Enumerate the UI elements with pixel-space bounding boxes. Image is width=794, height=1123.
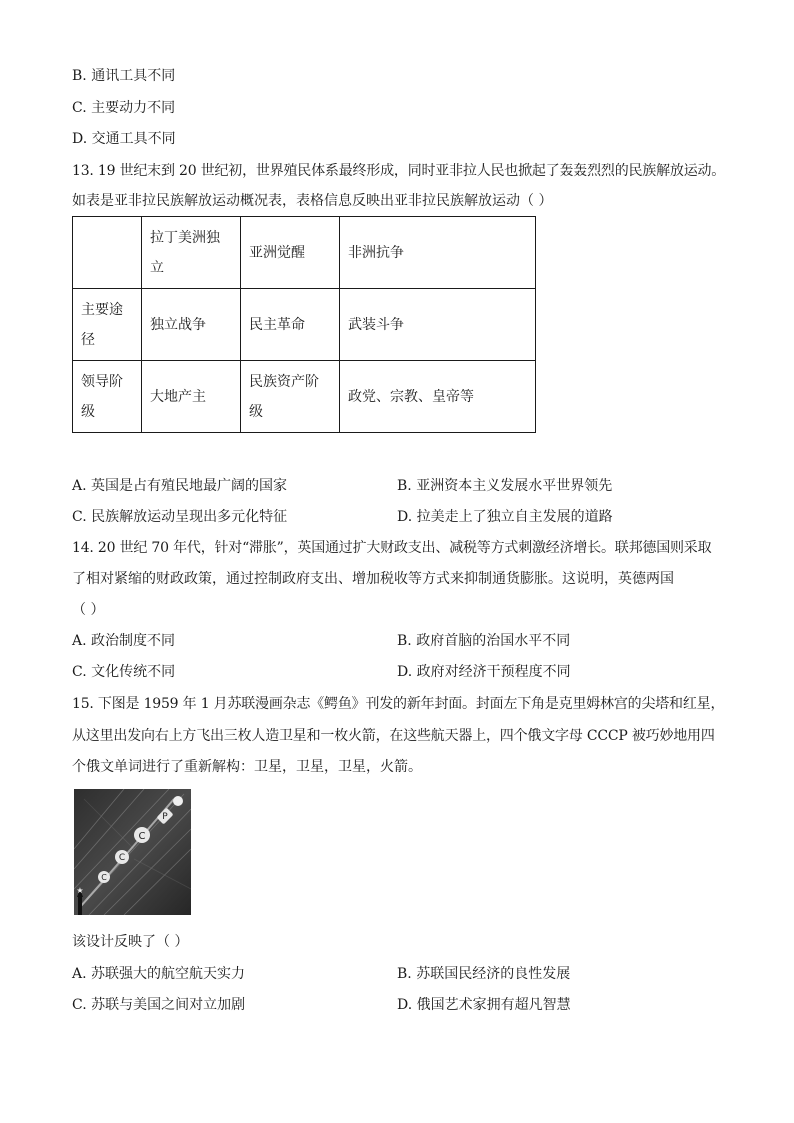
- svg-text:P: P: [162, 812, 168, 822]
- q15-option-b: B. 苏联国民经济的良性发展: [397, 966, 571, 982]
- q13-stem-line2: 如表是亚非拉民族解放运动概况表，表格信息反映出亚非拉民族解放运动（ ）: [72, 193, 553, 209]
- q14-option-c: C. 文化传统不同: [72, 664, 176, 680]
- q13-option-a: A. 英国是占有殖民地最广阔的国家: [72, 478, 288, 494]
- q15-prompt: 该设计反映了（ ）: [72, 934, 189, 950]
- table-row: [73, 361, 536, 433]
- table-cell: 独立战争: [142, 289, 241, 361]
- satellite-icon: [115, 850, 129, 864]
- q12-option-d: D. 交通工具不同: [72, 131, 176, 147]
- svg-text:C: C: [118, 853, 126, 863]
- table-cell: 民主革命: [241, 289, 340, 361]
- q13-option-b: B. 亚洲资本主义发展水平世界领先: [397, 478, 613, 494]
- q14-stem-line3: （ ）: [72, 602, 105, 618]
- q15-stem-line1: 15. 下图是 1959 年 1 月苏联漫画杂志《鳄鱼》刊发的新年封面。封面左下角是克里姆林宫的尖塔和红星，: [72, 696, 725, 712]
- table-cell: 政党、宗教、皇帝等: [340, 361, 536, 433]
- table-header-cell: 亚洲觉醒: [241, 217, 340, 289]
- svg-text:★: ★: [76, 886, 84, 895]
- table-row-label: 领导阶级: [73, 361, 142, 433]
- q15-stem-line3: 个俄文单词进行了重新解构：卫星，卫星，卫星，火箭。: [72, 759, 422, 775]
- table-header-cell: 拉丁美洲独立: [142, 217, 241, 289]
- q15-option-a: A. 苏联强大的航空航天实力: [72, 966, 246, 982]
- q12-option-b: B. 通讯工具不同: [72, 68, 176, 84]
- table-header-cell: 非洲抗争: [340, 217, 536, 289]
- q13-option-d: D. 拉美走上了独立自主发展的道路: [397, 509, 613, 525]
- q14-option-d: D. 政府对经济干预程度不同: [397, 664, 571, 680]
- q15-option-d: D. 俄国艺术家拥有超凡智慧: [397, 997, 571, 1013]
- q14-option-a: A. 政治制度不同: [72, 633, 176, 649]
- q12-option-c: C. 主要动力不同: [72, 100, 176, 116]
- q15-option-c: C. 苏联与美国之间对立加剧: [72, 997, 246, 1013]
- q13-stem-line1: 13. 19 世纪末到 20 世纪初，世界殖民体系最终形成，同时亚非拉人民也掀起了轰轰烈烈的民族解放运动。: [72, 163, 726, 179]
- crocodile-magazine-cover-image: [74, 789, 191, 915]
- satellite-icon: [98, 871, 110, 883]
- table-row: [73, 289, 536, 361]
- q14-stem-line1: 14. 20 世纪 70 年代，针对“滞胀”，英国通过扩大财政支出、减税等方式刺激经济增长。联邦德国则采取: [72, 540, 712, 556]
- svg-text:C: C: [138, 831, 146, 842]
- table-cell: 大地产主: [142, 361, 241, 433]
- table-header-row: [73, 217, 536, 289]
- q15-stem-line2: 从这里出发向右上方飞出三枚人造卫星和一枚火箭，在这些航天器上，四个俄文字母 CCCP 被巧妙地用四: [72, 728, 715, 744]
- table-row-label: 主要途径: [73, 289, 142, 361]
- svg-text:C: C: [101, 873, 107, 882]
- table-cell: [73, 217, 142, 289]
- q13-table: [72, 216, 536, 433]
- q14-stem-line2: 了相对紧缩的财政政策，通过控制政府支出、增加税收等方式来抑制通货膨胀。这说明，英德两国: [72, 571, 674, 587]
- satellite-icon: [134, 827, 150, 843]
- table-cell: 武装斗争: [340, 289, 536, 361]
- table-cell: 民族资产阶级: [241, 361, 340, 433]
- q13-option-c: C. 民族解放运动呈现出多元化特征: [72, 509, 288, 525]
- q14-option-b: B. 政府首脑的治国水平不同: [397, 633, 571, 649]
